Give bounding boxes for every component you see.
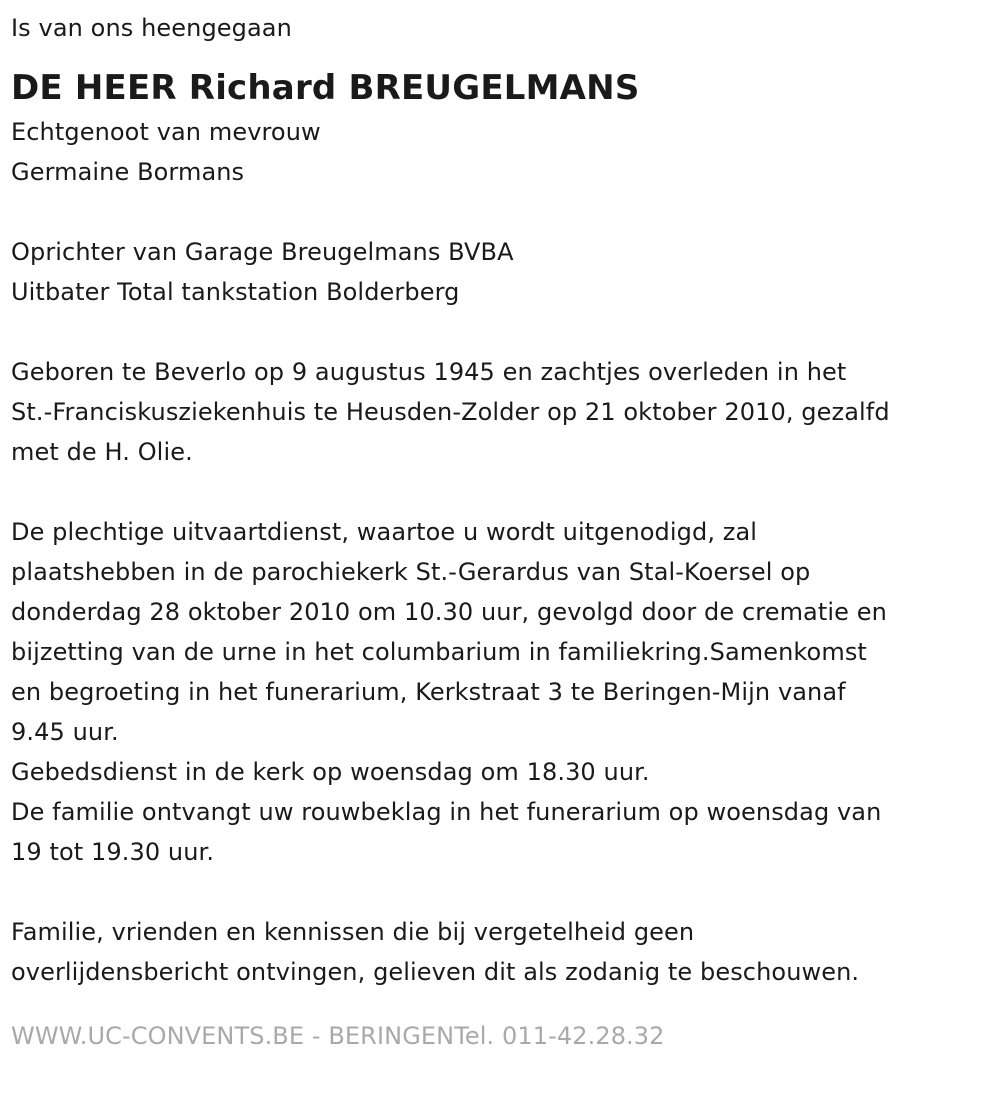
service-line: plaatshebben in de parochiekerk St.-Gerardus van Stal-Koersel op bbox=[11, 558, 811, 586]
spouse-name: Germaine Bormans bbox=[11, 158, 245, 186]
condolence-line: De familie ontvangt uw rouwbeklag in het funerarium op woensdag van bbox=[11, 798, 882, 826]
service-line: bijzetting van de urne in het columbarium in familiekring.Samenkomst bbox=[11, 638, 867, 666]
birth-death-line: met de H. Olie. bbox=[11, 438, 193, 466]
prayer-service-line: Gebedsdienst in de kerk op woensdag om 18.30 uur. bbox=[11, 758, 650, 786]
deceased-name: DE HEER Richard BREUGELMANS bbox=[11, 68, 640, 108]
role-line: Uitbater Total tankstation Bolderberg bbox=[11, 278, 460, 306]
service-line: De plechtige uitvaartdienst, waartoe u wordt uitgenodigd, zal bbox=[11, 518, 758, 546]
spacer bbox=[11, 312, 986, 352]
footer-contact: WWW.UC-CONVENTS.BE - BERINGENTel. 011-42.28.32 bbox=[11, 1022, 665, 1050]
closing-line: Familie, vrienden en kennissen die bij vergetelheid geen bbox=[11, 918, 695, 946]
condolence-line: 19 tot 19.30 uur. bbox=[11, 838, 215, 866]
obituary-notice bbox=[11, 8, 986, 1056]
birth-death-line: St.-Franciskusziekenhuis te Heusden-Zolder op 21 oktober 2010, gezalfd bbox=[11, 398, 890, 426]
role-line: Oprichter van Garage Breugelmans BVBA bbox=[11, 238, 514, 266]
spouse-line: Echtgenoot van mevrouw bbox=[11, 118, 321, 146]
birth-death-line: Geboren te Beverlo op 9 augustus 1945 en zachtjes overleden in het bbox=[11, 358, 847, 386]
intro-text: Is van ons heengegaan bbox=[11, 14, 292, 42]
service-line: 9.45 uur. bbox=[11, 718, 119, 746]
spacer bbox=[11, 472, 986, 512]
service-line: donderdag 28 oktober 2010 om 10.30 uur, gevolgd door de crematie en bbox=[11, 598, 887, 626]
spacer bbox=[11, 192, 986, 232]
closing-line: overlijdensbericht ontvingen, gelieven dit als zodanig te beschouwen. bbox=[11, 958, 860, 986]
spacer bbox=[11, 872, 986, 912]
service-line: en begroeting in het funerarium, Kerkstraat 3 te Beringen-Mijn vanaf bbox=[11, 678, 846, 706]
